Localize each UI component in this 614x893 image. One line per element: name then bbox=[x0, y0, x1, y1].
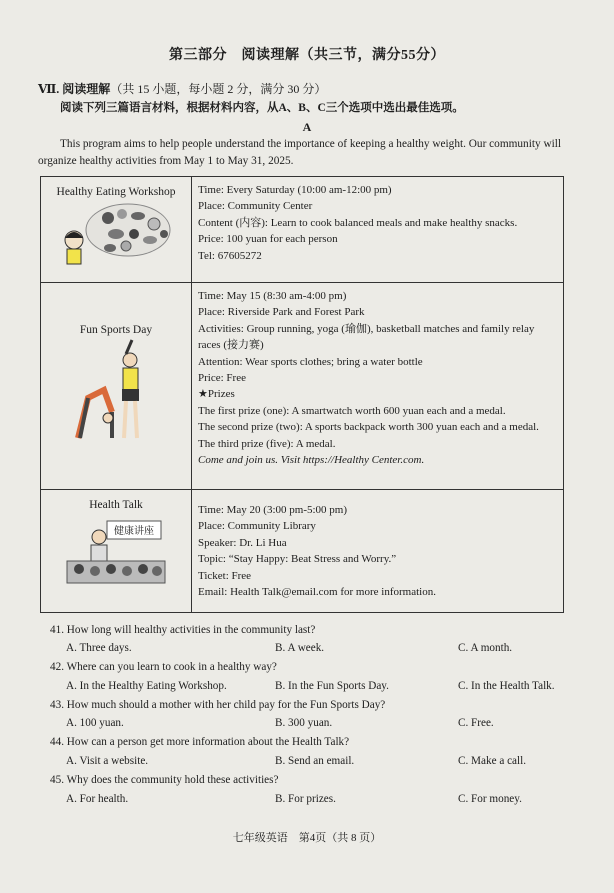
question-stem: 43. How much should a mother with her child pay for the Fun Sports Day? bbox=[50, 699, 386, 711]
activity-name: Healthy Eating Workshop bbox=[56, 186, 176, 198]
option-b: B. For prizes. bbox=[275, 793, 336, 805]
table-row bbox=[41, 283, 564, 490]
question-stem: 44. How can a person get more information about the Health Talk? bbox=[50, 736, 350, 748]
healthy-food-illustration-icon bbox=[56, 200, 176, 266]
activity-details bbox=[192, 177, 564, 283]
question-stem: 45. Why does the community hold these activities? bbox=[50, 774, 279, 786]
detail-line: Price: 100 yuan for each person bbox=[198, 233, 338, 246]
people-stretching-illustration-icon bbox=[66, 338, 166, 442]
section-instruction: 阅读下列三篇语言材料，根据材料内容，从A、B、C三个选项中选出最佳选项。 bbox=[60, 102, 464, 114]
passage-intro: This program aims to help people understand the importance of keeping a healthy weight. Our community will organize healthy activities from May 1 to May 31, 2025. bbox=[38, 138, 562, 167]
option-c: C. A month. bbox=[458, 642, 513, 654]
option-c: C. Make a call. bbox=[458, 755, 527, 767]
detail-line: Tel: 67605272 bbox=[198, 249, 262, 262]
question-stem: 42. Where can you learn to cook in a healthy way? bbox=[50, 661, 277, 673]
detail-line: Time: May 20 (3:00 pm-5:00 pm) bbox=[198, 504, 348, 516]
option-c: C. Free. bbox=[458, 717, 494, 729]
detail-line: Come and join us. Visit https://Healthy Center.com. bbox=[198, 454, 425, 467]
detail-line: Content (内容): Learn to cook balanced meals and make healthy snacks. bbox=[198, 216, 518, 229]
part-title: 第三部分 阅读理解（共三节，满分55分） bbox=[169, 48, 445, 63]
detail-line: Attention: Wear sports clothes; bring a water bottle bbox=[198, 355, 423, 368]
option-b: B. In the Fun Sports Day. bbox=[275, 680, 389, 692]
activity-name: Health Talk bbox=[89, 499, 143, 511]
option-c: C. For money. bbox=[458, 793, 522, 805]
option-a: A. For health. bbox=[66, 793, 129, 805]
detail-line: Time: May 15 (8:30 am-4:00 pm) bbox=[198, 290, 347, 302]
detail-line: Email: Health Talk@email.com for more information. bbox=[198, 586, 436, 599]
option-a: A. Visit a website. bbox=[66, 755, 149, 767]
section-numeral: Ⅶ. 阅读理解 bbox=[38, 82, 111, 96]
activity-name: Fun Sports Day bbox=[79, 324, 153, 336]
option-a: A. 100 yuan. bbox=[66, 717, 124, 729]
activities-table bbox=[40, 176, 564, 613]
activity-name-cell bbox=[41, 490, 192, 613]
activity-name-cell bbox=[41, 283, 192, 490]
detail-line: Topic: “Stay Happy: Beat Stress and Worry.” bbox=[198, 553, 397, 566]
activity-details bbox=[192, 283, 564, 490]
option-b: B. Send an email. bbox=[275, 755, 355, 767]
activity-name-cell bbox=[41, 177, 192, 283]
option-a: A. Three days. bbox=[66, 642, 132, 654]
lecture-sign-text: 健康讲座 bbox=[114, 526, 154, 538]
detail-line: Speaker: Dr. Li Hua bbox=[198, 536, 287, 549]
detail-line: Ticket: Free bbox=[198, 569, 252, 582]
page-footer: 七年级英语 第4页（共 8 页） bbox=[232, 832, 382, 844]
table-row bbox=[41, 490, 564, 613]
detail-line: Place: Riverside Park and Forest Park bbox=[198, 306, 365, 319]
detail-line: The first prize (one): A smartwatch worth 600 yuan each and a medal. bbox=[198, 404, 506, 417]
detail-line: Activities: Group running, yoga (瑜伽), basketball matches and family relay races (接力赛) bbox=[198, 322, 535, 352]
question-stem: 41. How long will healthy activities in the community last? bbox=[50, 624, 316, 636]
table-row bbox=[41, 177, 564, 283]
option-a: A. In the Healthy Eating Workshop. bbox=[66, 680, 227, 692]
detail-line: The second prize (two): A sports backpack worth 300 yuan each and a medal. bbox=[198, 421, 539, 434]
detail-line: Price: Free bbox=[198, 372, 246, 385]
passage-letter: A bbox=[302, 120, 312, 134]
option-b: B. 300 yuan. bbox=[275, 717, 333, 729]
prizes-heading: ★Prizes bbox=[198, 388, 235, 401]
detail-line: Place: Community Library bbox=[198, 520, 316, 533]
activity-details bbox=[192, 490, 564, 613]
section-detail: （共 15 小题，每小题 2 分，满分 30 分） bbox=[110, 82, 327, 96]
detail-line: Place: Community Center bbox=[198, 200, 313, 213]
option-b: B. A week. bbox=[275, 642, 325, 654]
detail-line: Time: Every Saturday (10:00 am-12:00 pm) bbox=[198, 184, 392, 196]
option-c: C. In the Health Talk. bbox=[458, 680, 555, 692]
section-heading bbox=[38, 80, 326, 97]
lecture-illustration-icon bbox=[61, 513, 171, 587]
detail-line: The third prize (five): A medal. bbox=[198, 437, 336, 450]
